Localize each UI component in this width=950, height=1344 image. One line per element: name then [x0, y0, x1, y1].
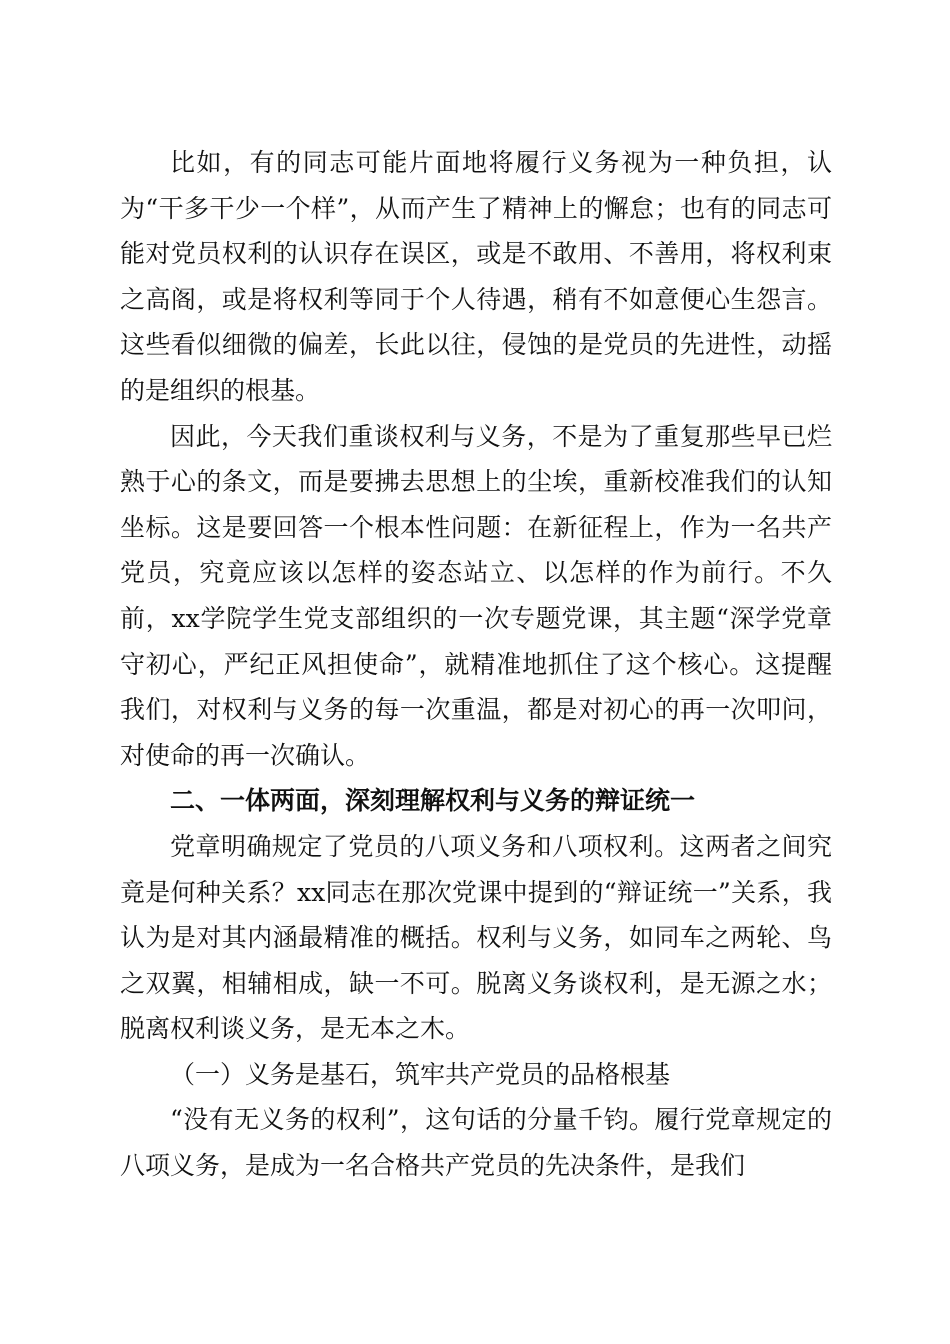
subsection-heading-1: （一）义务是基石，筑牢共产党员的品格根基	[170, 1059, 671, 1089]
section-heading-2: 二、一体两面，深刻理解权利与义务的辩证统一	[170, 786, 696, 816]
paragraph-4: “没有无义务的权利”，这句话的分量千钧。履行党章规定的八项义务，是成为一名合格共产党员的先决条件，是我们	[120, 1105, 832, 1181]
paragraph-3: 党章明确规定了党员的八项义务和八项权利。这两者之间究竟是何种关系？xx同志在那次党课中提到的“辩证统一”关系，我认为是对其内涵最精准的概括。权利与义务，如同车之两轮、鸟之双翼，相辅相成，缺一不可。脱离义务谈权利，是无源之水；脱离权利谈义务，是无本之木。	[120, 831, 832, 1044]
paragraph-2: 因此，今天我们重谈权利与义务，不是为了重复那些早已烂熟于心的条文，而是要拂去思想上的尘埃，重新校准我们的认知坐标。这是要回答一个根本性问题：在新征程上，作为一名共产党员，究竟应该以怎样的姿态站立、以怎样的作为前行。不久前，xx学院学生党支部组织的一次专题党课，其主题“深学党章守初心，严纪正风担使命”，就精准地抓住了这个核心。这提醒我们，对权利与义务的每一次重温，都是对初心的再一次叩问，对使命的再一次确认。	[120, 421, 832, 770]
paragraph-1: 比如，有的同志可能片面地将履行义务视为一种负担，认为“干多干少一个样”，从而产生了精神上的懈怠；也有的同志可能对党员权利的认识存在误区，或是不敢用、不善用，将权利束之高阁，或是将权利等同于个人待遇，稍有不如意便心生怨言。这些看似细微的偏差，长此以往，侵蚀的是党员的先进性，动摇的是组织的根基。	[120, 148, 832, 405]
document-page	[120, 140, 832, 1189]
